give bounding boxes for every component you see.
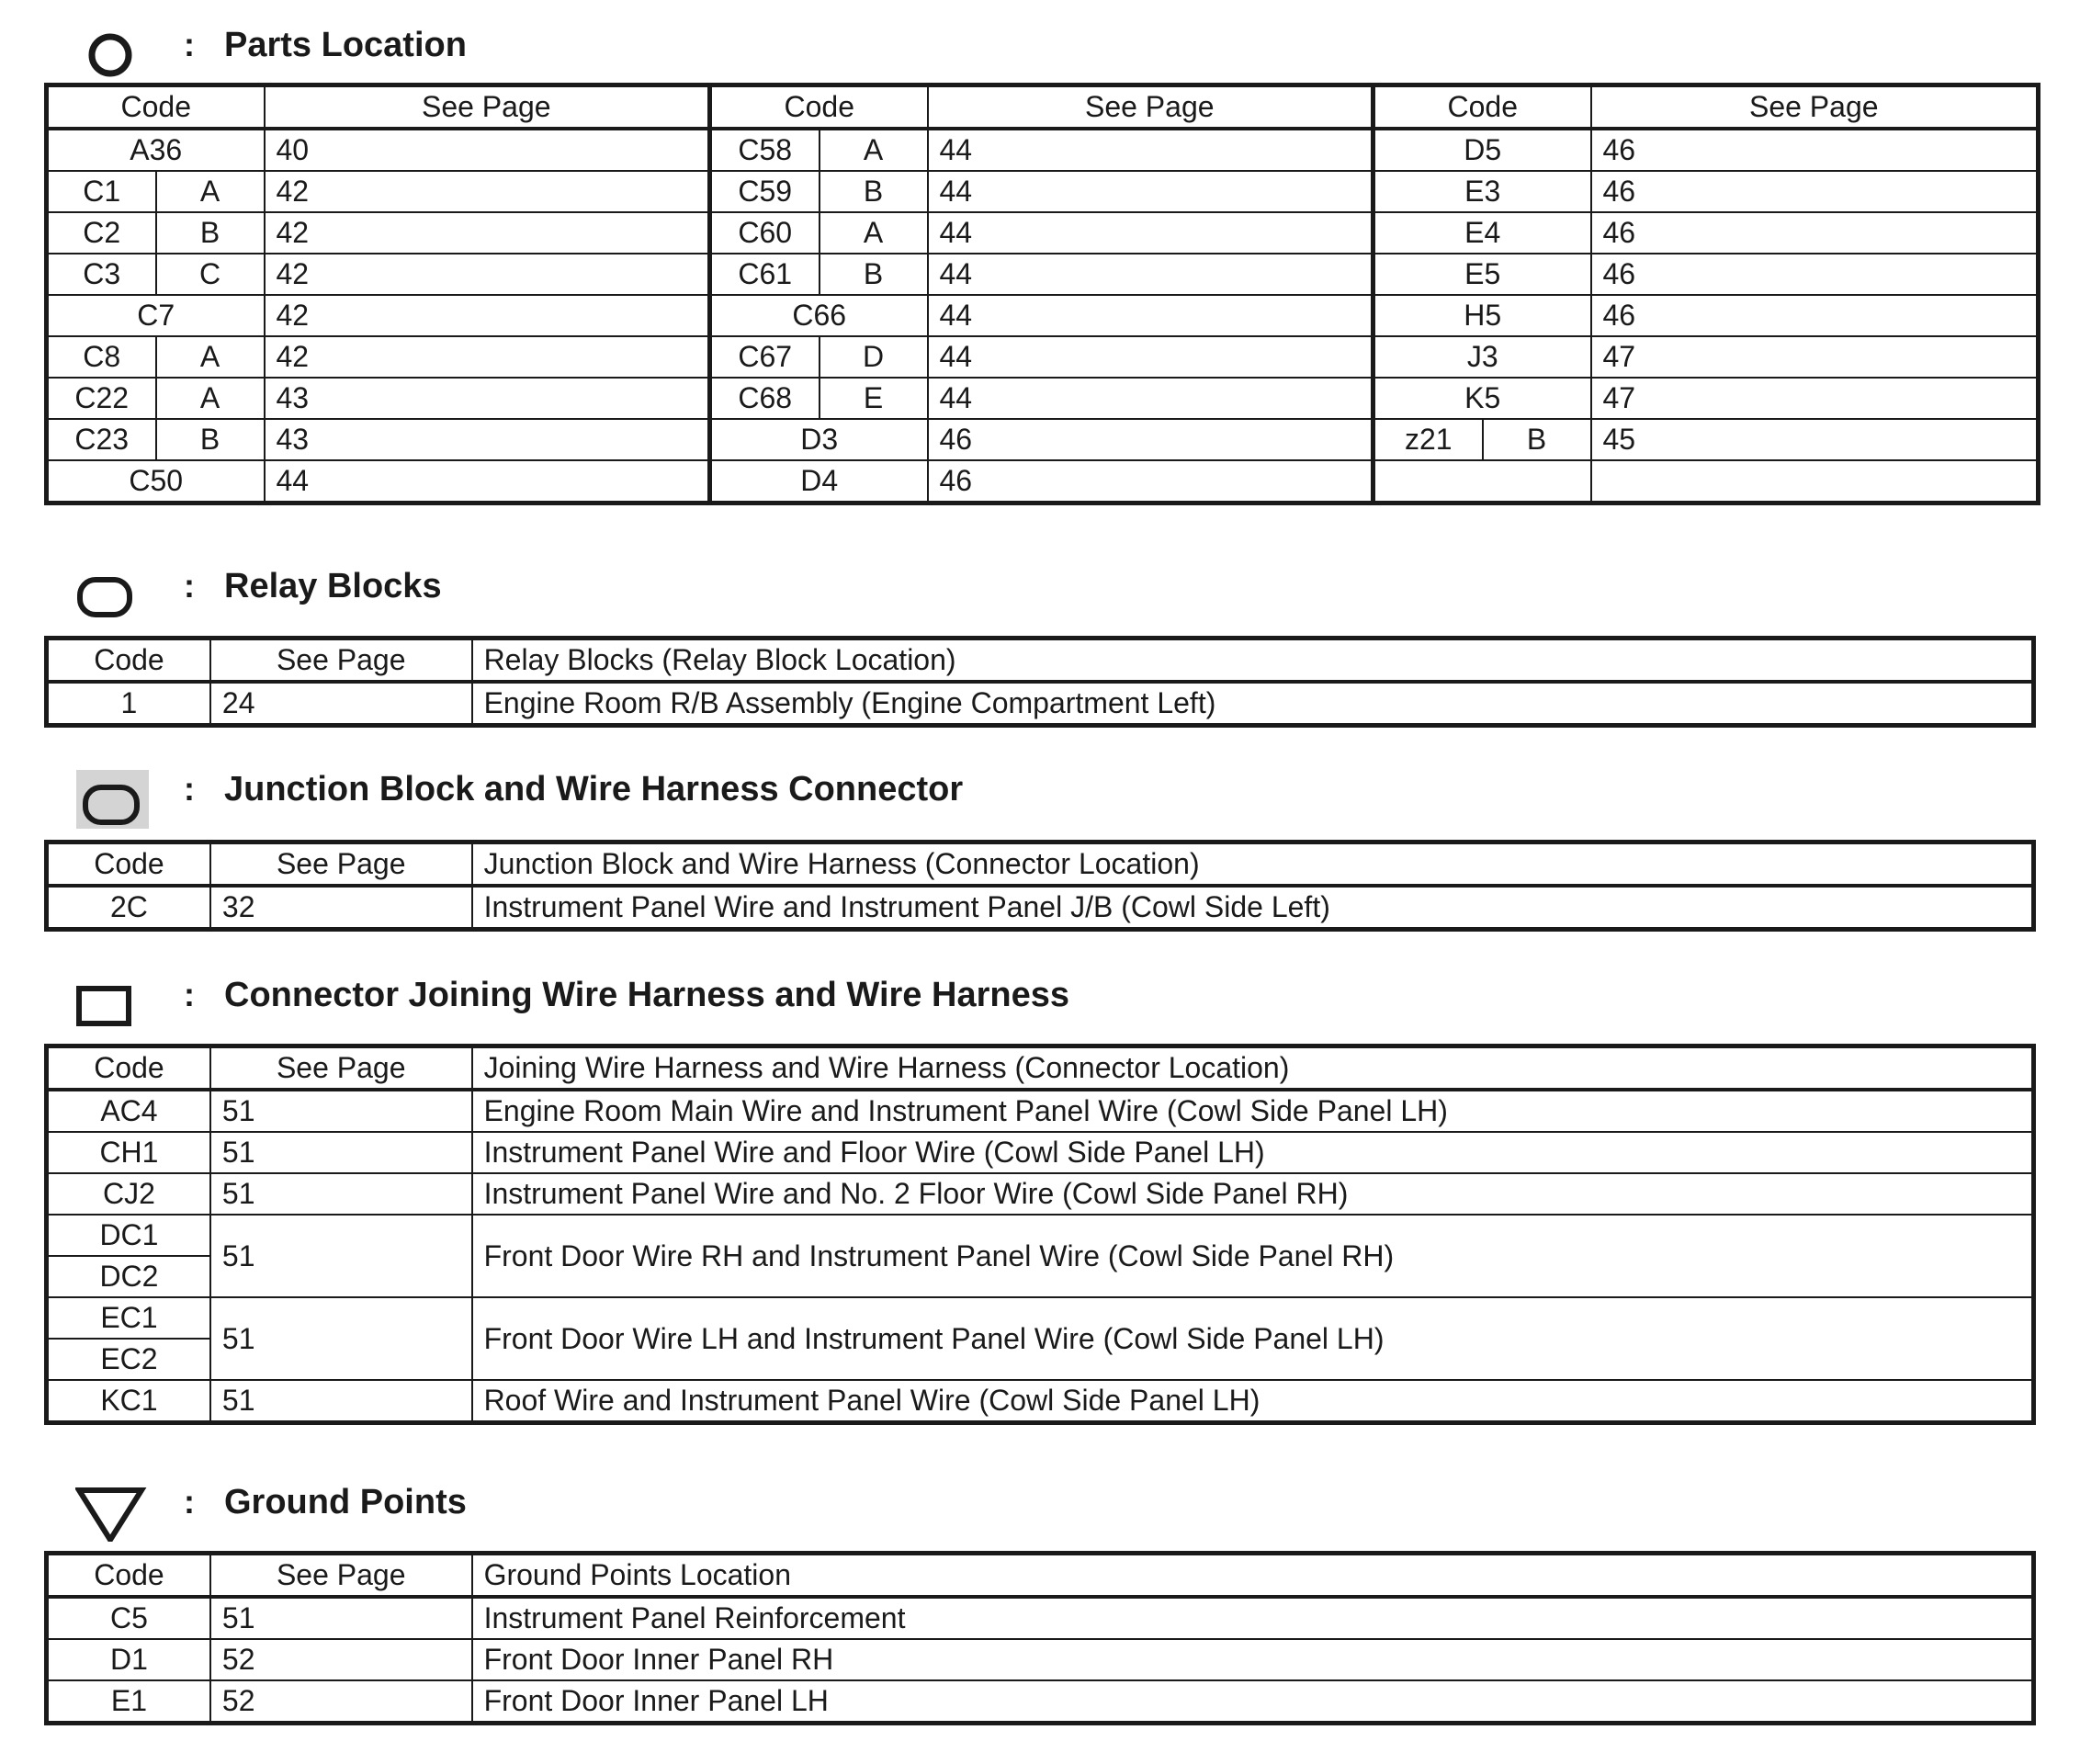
column-header-see-page: See Page <box>210 639 472 683</box>
connector-letter-cell: E <box>820 378 928 419</box>
table-row <box>47 1597 2034 1639</box>
column-header-code: Code <box>710 85 928 130</box>
section-title: Parts Location <box>224 26 467 64</box>
column-header-location: Relay Blocks (Relay Block Location) <box>472 639 2034 683</box>
description-cell: Front Door Wire LH and Instrument Panel Wire (Cowl Side Panel LH) <box>472 1297 2034 1380</box>
code-cell: D4 <box>710 460 928 503</box>
parts-location-table <box>44 83 2040 505</box>
connector-letter-cell: A <box>820 212 928 254</box>
connector-letter-cell: C <box>156 254 265 295</box>
section-colon: : <box>184 26 195 63</box>
code-cell: K5 <box>1373 378 1591 419</box>
page-cell: 51 <box>210 1597 472 1639</box>
description-cell: Front Door Wire RH and Instrument Panel Wire (Cowl Side Panel RH) <box>472 1215 2034 1297</box>
connector-letter-cell: A <box>156 171 265 212</box>
section-colon: : <box>184 976 195 1013</box>
page-cell: 44 <box>928 378 1373 419</box>
page-cell: 42 <box>265 171 710 212</box>
code-cell: C59 <box>710 171 820 212</box>
column-header-see-page: See Page <box>210 1554 472 1598</box>
page-cell: 43 <box>265 419 710 460</box>
column-header-code: Code <box>47 1046 210 1091</box>
relay-blocks-table <box>44 636 2036 728</box>
page-cell: 51 <box>210 1090 472 1132</box>
page-cell: 51 <box>210 1173 472 1215</box>
table-row <box>47 254 2039 295</box>
connector-letter-cell: B <box>820 171 928 212</box>
page-cell: 24 <box>210 682 472 726</box>
page-cell: 46 <box>1591 295 2039 336</box>
page-cell: 45 <box>1591 419 2039 460</box>
code-cell: z21 <box>1373 419 1483 460</box>
column-header-code: Code <box>1373 85 1591 130</box>
code-cell: EC1 <box>47 1297 210 1339</box>
code-cell: EC2 <box>47 1339 210 1380</box>
page-cell: 42 <box>265 295 710 336</box>
code-cell: C3 <box>47 254 156 295</box>
junction-block-header <box>0 757 2080 831</box>
code-cell: C61 <box>710 254 820 295</box>
table-row <box>47 1215 2034 1256</box>
circle-icon <box>75 18 149 85</box>
page-cell: 44 <box>265 460 710 503</box>
connector-joining-table <box>44 1044 2036 1425</box>
page-cell: 46 <box>928 460 1373 503</box>
column-header-code: Code <box>47 639 210 683</box>
code-cell: C7 <box>47 295 265 336</box>
page-cell: 44 <box>928 171 1373 212</box>
section-colon: : <box>184 1483 195 1521</box>
code-cell: J3 <box>1373 336 1591 378</box>
page-cell: 46 <box>1591 212 2039 254</box>
table-row <box>47 419 2039 460</box>
junction-block-table <box>44 840 2036 932</box>
page-cell: 44 <box>928 295 1373 336</box>
connector-letter-cell: D <box>820 336 928 378</box>
code-cell: C5 <box>47 1597 210 1639</box>
code-cell: E1 <box>47 1680 210 1724</box>
code-cell: C60 <box>710 212 820 254</box>
relay-blocks-header <box>0 554 2080 628</box>
page-cell: 44 <box>928 254 1373 295</box>
code-cell: KC1 <box>47 1380 210 1423</box>
description-cell: Engine Room R/B Assembly (Engine Compartment Left) <box>472 682 2034 726</box>
page-cell <box>1591 460 2039 503</box>
code-cell: 1 <box>47 682 210 726</box>
code-cell: DC1 <box>47 1215 210 1256</box>
table-header-row <box>47 1554 2034 1598</box>
table-header-row <box>47 1046 2034 1091</box>
code-cell: D5 <box>1373 129 1591 171</box>
code-cell: C2 <box>47 212 156 254</box>
connector-letter-cell: A <box>820 129 928 171</box>
code-cell: E3 <box>1373 171 1591 212</box>
code-cell: C1 <box>47 171 156 212</box>
ground-points-header <box>0 1470 2080 1544</box>
page-cell: 52 <box>210 1639 472 1680</box>
code-cell <box>1373 460 1591 503</box>
table-row <box>47 886 2034 930</box>
section-title: Connector Joining Wire Harness and Wire Harness <box>224 976 1069 1014</box>
page-cell: 32 <box>210 886 472 930</box>
page-cell: 47 <box>1591 336 2039 378</box>
connector-joining-header <box>0 963 2080 1036</box>
table-row <box>47 129 2039 171</box>
page-cell: 51 <box>210 1380 472 1423</box>
table-row <box>47 378 2039 419</box>
page-cell: 51 <box>210 1132 472 1173</box>
column-header-see-page: See Page <box>1591 85 2039 130</box>
code-cell: C66 <box>710 295 928 336</box>
table-header-row <box>47 842 2034 887</box>
section-title: Relay Blocks <box>224 567 442 605</box>
description-cell: Front Door Inner Panel RH <box>472 1639 2034 1680</box>
page-cell: 47 <box>1591 378 2039 419</box>
page-cell: 51 <box>210 1297 472 1380</box>
description-cell: Roof Wire and Instrument Panel Wire (Cowl Side Panel LH) <box>472 1380 2034 1423</box>
table-row <box>47 1380 2034 1423</box>
code-cell: C68 <box>710 378 820 419</box>
page-cell: 46 <box>1591 129 2039 171</box>
table-row <box>47 1090 2034 1132</box>
connector-letter-cell: B <box>156 419 265 460</box>
parts-location-header <box>0 13 2080 86</box>
code-cell: AC4 <box>47 1090 210 1132</box>
column-header-code: Code <box>47 842 210 887</box>
connector-letter-cell: B <box>1483 419 1591 460</box>
table-row <box>47 1297 2034 1339</box>
code-cell: C22 <box>47 378 156 419</box>
column-header-location: Ground Points Location <box>472 1554 2034 1598</box>
page-cell: 42 <box>265 212 710 254</box>
connector-letter-cell: B <box>820 254 928 295</box>
column-header-see-page: See Page <box>928 85 1373 130</box>
column-header-location: Joining Wire Harness and Wire Harness (Connector Location) <box>472 1046 2034 1091</box>
column-header-code: Code <box>47 85 265 130</box>
section-colon: : <box>184 770 195 808</box>
section-title: Junction Block and Wire Harness Connector <box>224 770 964 808</box>
table-row <box>47 1680 2034 1724</box>
shaded-rounded-rectangle-icon <box>75 763 149 829</box>
connector-letter-cell: A <box>156 336 265 378</box>
page-cell: 43 <box>265 378 710 419</box>
code-cell: 2C <box>47 886 210 930</box>
connector-letter-cell: A <box>156 378 265 419</box>
page-cell: 52 <box>210 1680 472 1724</box>
description-cell: Instrument Panel Reinforcement <box>472 1597 2034 1639</box>
square-icon <box>75 968 149 1035</box>
page-cell: 44 <box>928 212 1373 254</box>
page-cell: 42 <box>265 336 710 378</box>
column-header-code: Code <box>47 1554 210 1598</box>
column-header-see-page: See Page <box>210 1046 472 1091</box>
table-header-row <box>47 85 2039 130</box>
code-cell: DC2 <box>47 1256 210 1297</box>
rounded-rectangle-icon <box>75 560 149 626</box>
code-cell: C50 <box>47 460 265 503</box>
page-cell: 44 <box>928 336 1373 378</box>
connector-letter-cell: B <box>156 212 265 254</box>
page-cell: 40 <box>265 129 710 171</box>
code-cell: E5 <box>1373 254 1591 295</box>
description-cell: Instrument Panel Wire and Instrument Panel J/B (Cowl Side Left) <box>472 886 2034 930</box>
down-triangle-icon <box>75 1476 149 1542</box>
table-row <box>47 295 2039 336</box>
description-cell: Front Door Inner Panel LH <box>472 1680 2034 1724</box>
page-cell: 46 <box>1591 171 2039 212</box>
table-row <box>47 171 2039 212</box>
page-cell: 44 <box>928 129 1373 171</box>
code-cell: CH1 <box>47 1132 210 1173</box>
code-cell: C67 <box>710 336 820 378</box>
table-row <box>47 1639 2034 1680</box>
table-row <box>47 212 2039 254</box>
code-cell: D1 <box>47 1639 210 1680</box>
page-cell: 42 <box>265 254 710 295</box>
code-cell: CJ2 <box>47 1173 210 1215</box>
description-cell: Engine Room Main Wire and Instrument Panel Wire (Cowl Side Panel LH) <box>472 1090 2034 1132</box>
column-header-see-page: See Page <box>210 842 472 887</box>
table-row <box>47 1173 2034 1215</box>
code-cell: C23 <box>47 419 156 460</box>
code-cell: E4 <box>1373 212 1591 254</box>
section-title: Ground Points <box>224 1483 467 1521</box>
code-cell: A36 <box>47 129 265 171</box>
page-cell: 51 <box>210 1215 472 1297</box>
description-cell: Instrument Panel Wire and Floor Wire (Cowl Side Panel LH) <box>472 1132 2034 1173</box>
section-colon: : <box>184 567 195 605</box>
code-cell: D3 <box>710 419 928 460</box>
ground-points-table <box>44 1551 2036 1725</box>
page-cell: 46 <box>928 419 1373 460</box>
column-header-location: Junction Block and Wire Harness (Connector Location) <box>472 842 2034 887</box>
page-cell: 46 <box>1591 254 2039 295</box>
code-cell: H5 <box>1373 295 1591 336</box>
table-row <box>47 682 2034 726</box>
table-header-row <box>47 639 2034 683</box>
table-row <box>47 460 2039 503</box>
description-cell: Instrument Panel Wire and No. 2 Floor Wire (Cowl Side Panel RH) <box>472 1173 2034 1215</box>
code-cell: C8 <box>47 336 156 378</box>
table-row <box>47 336 2039 378</box>
code-cell: C58 <box>710 129 820 171</box>
table-row <box>47 1132 2034 1173</box>
column-header-see-page: See Page <box>265 85 710 130</box>
